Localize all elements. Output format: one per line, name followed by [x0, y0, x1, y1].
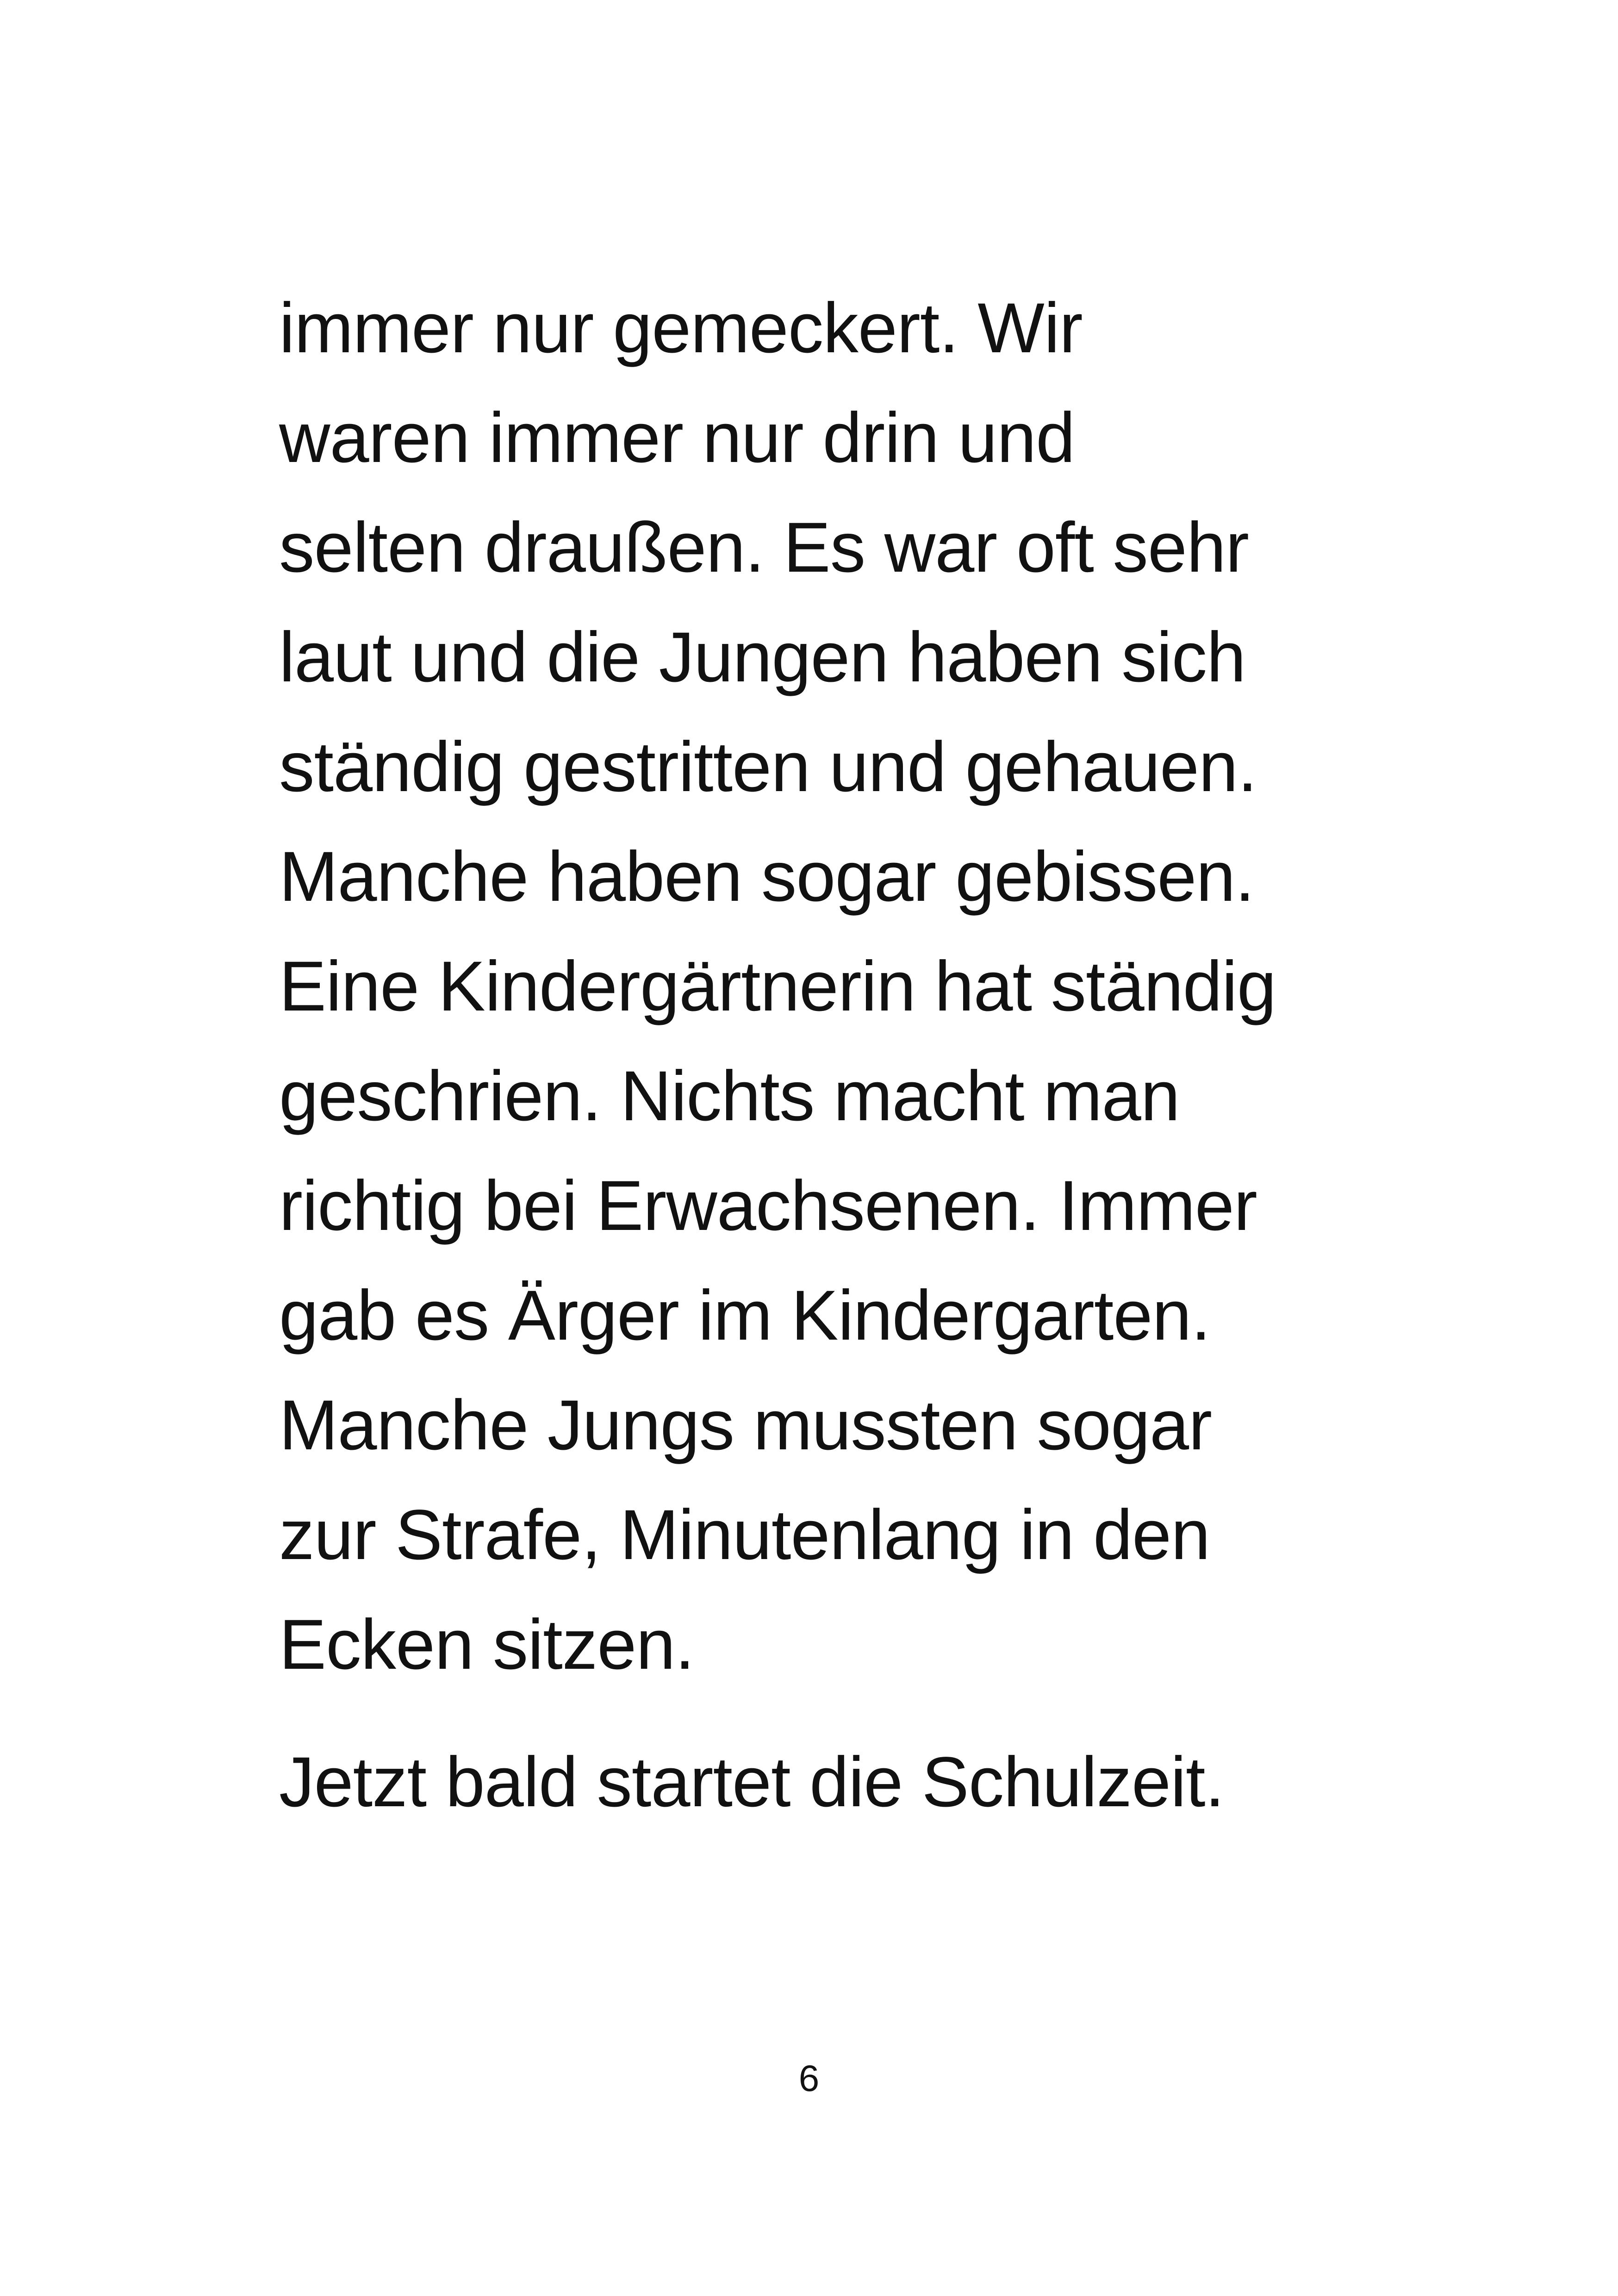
text-line: gab es Ärger im Kindergarten. [279, 1276, 1211, 1355]
text-line: immer nur gemeckert. Wir [279, 288, 1083, 368]
body-paragraph [279, 273, 1390, 1699]
text-line: waren immer nur drin und [279, 398, 1075, 477]
text-line: Eine Kindergärtnerin hat ständig [279, 947, 1276, 1026]
text-line: richtig bei Erwachsenen. Immer [279, 1166, 1257, 1245]
text-line: Manche Jungs mussten sogar [279, 1385, 1212, 1465]
text-line: laut und die Jungen haben sich [279, 618, 1246, 697]
closing-paragraph: Jetzt bald startet die Schulzeit. [279, 1742, 1225, 1822]
text-line: Ecken sitzen. [279, 1605, 694, 1684]
text-line: ständig gestritten und gehauen. [279, 727, 1257, 806]
text-line: Manche haben sogar gebissen. [279, 837, 1254, 916]
page-number: 6 [798, 2058, 820, 2099]
text-line: geschrien. Nichts macht man [279, 1056, 1180, 1136]
text-line: zur Strafe, Minutenlang in den [279, 1495, 1210, 1574]
text-line: selten draußen. Es war oft sehr [279, 508, 1249, 587]
